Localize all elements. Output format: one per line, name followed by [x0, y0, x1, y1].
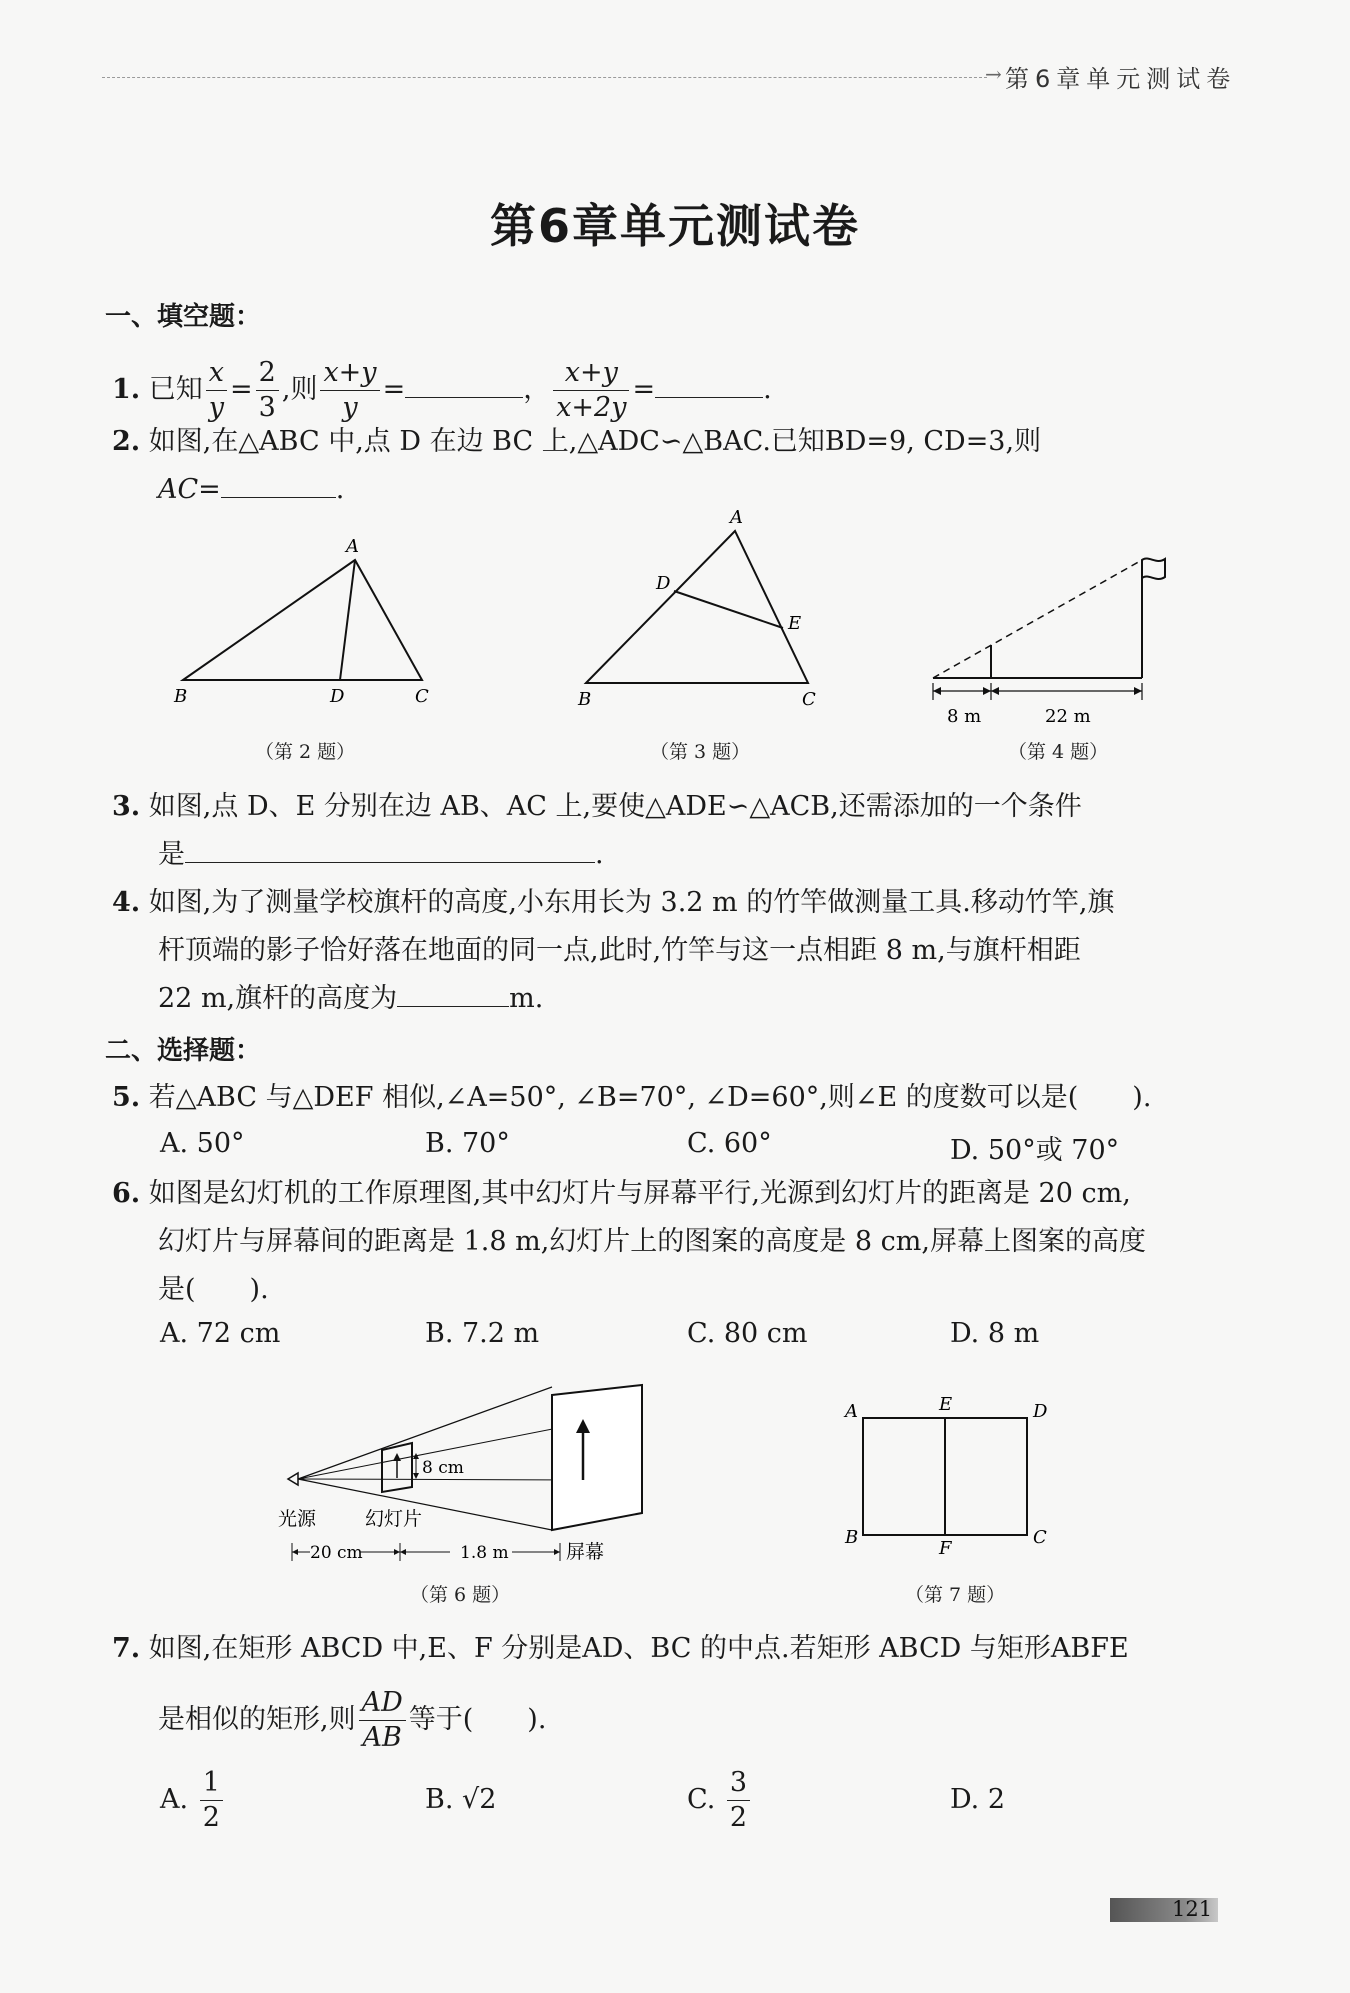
q4-line-1: 如图,为了测量学校旗杆的高度,小东用长为 3.2 m 的竹竿做测量工具.移动竹竿,旗	[148, 887, 1115, 918]
fraction-ad-over-ab: $\frac{AD}{AB}$	[359, 1686, 406, 1755]
label-D: D	[330, 686, 345, 707]
equals-sign: =	[382, 374, 406, 405]
caption-figure-2: （第 2 题）	[255, 741, 356, 763]
answer-blank[interactable]	[185, 832, 595, 863]
question-6	[112, 1170, 1131, 1218]
answer-blank[interactable]	[655, 367, 763, 398]
dim-1-8m: 1.8 m	[460, 1543, 509, 1563]
q2-ac: AC=	[158, 474, 221, 505]
answer-blank[interactable]	[397, 976, 509, 1007]
option-label: B.	[425, 1784, 454, 1815]
label-F: F	[939, 1538, 952, 1559]
question-number: 6.	[112, 1178, 141, 1209]
label-A: A	[845, 1401, 858, 1422]
question-4	[112, 879, 1114, 927]
q7-line-2-end: 等于( ).	[408, 1704, 547, 1735]
figure-6-projector	[270, 1375, 660, 1575]
fraction-2-over-3: $\frac{2}{3}$	[256, 356, 279, 425]
q1-period: .	[763, 374, 772, 405]
question-7-line-2	[158, 1680, 546, 1760]
question-number: 3.	[112, 791, 141, 822]
fraction-3-over-2: $\frac{3}{2}$	[727, 1766, 750, 1835]
label-B: B	[578, 689, 592, 710]
q4-line-3-text: 22 m,旗杆的高度为	[158, 983, 398, 1014]
section-multiple-choice: 二、选择题：	[105, 1036, 262, 1066]
q1-connector: ,则	[281, 374, 318, 405]
caption-figure-3: （第 3 题）	[650, 741, 751, 763]
dim-22m: 22 m	[1045, 706, 1091, 727]
question-7	[112, 1625, 1129, 1673]
q1-comma: ，	[523, 374, 551, 405]
q4-unit: m.	[509, 983, 544, 1014]
figure-7-rectangle	[835, 1390, 1075, 1560]
caption-figure-6: （第 6 题）	[410, 1584, 511, 1606]
page-title: 第6章单元测试卷	[489, 199, 860, 253]
dim-20cm: 20 cm	[310, 1543, 363, 1563]
label-B: B	[174, 686, 188, 707]
label-E: E	[939, 1394, 953, 1415]
label-E: E	[788, 613, 802, 634]
label-D: D	[1033, 1401, 1048, 1422]
question-number: 4.	[112, 887, 141, 918]
figure-3-triangle	[570, 505, 830, 710]
sqrt-2: √2	[462, 1784, 497, 1815]
label-C: C	[802, 689, 816, 710]
label-C: C	[415, 686, 429, 707]
option-label: C.	[687, 1784, 716, 1815]
q7-option-c[interactable]	[687, 1760, 753, 1840]
section-fill-in: 一、填空题：	[105, 302, 262, 332]
q6-option-d[interactable]: D. 8 m	[950, 1318, 1040, 1349]
q5-option-d[interactable]: D. 50°或 70°	[950, 1135, 1120, 1166]
q6-option-a[interactable]: A. 72 cm	[160, 1318, 281, 1349]
header-arrow-icon: →	[985, 62, 1002, 86]
q3-line-1: 如图,点 D、E 分别在边 AB、AC 上,要使△ADE∽△ACB,还需添加的一个条件	[148, 791, 1082, 822]
q4-line-2: 杆顶端的影子恰好落在地面的同一点,此时,竹竿与这一点相距 8 m,与旗杆相距	[158, 935, 1081, 966]
question-2-line-2	[158, 466, 344, 514]
fraction-1-over-2: $\frac{1}{2}$	[200, 1766, 223, 1835]
running-header: 第6章单元测试卷	[1005, 65, 1237, 93]
dim-8m: 8 m	[947, 706, 982, 727]
figure-4-flagpole	[925, 550, 1190, 730]
q2-period: .	[335, 474, 345, 505]
q1-prefix: 已知	[148, 374, 203, 405]
equals-sign: =	[632, 374, 656, 405]
q6-option-c[interactable]: C. 80 cm	[687, 1318, 808, 1349]
label-A: A	[730, 507, 743, 528]
q5-option-a[interactable]: A. 50°	[160, 1128, 245, 1159]
question-3-line-2	[158, 831, 604, 879]
option-label: A.	[160, 1784, 189, 1815]
question-5	[112, 1074, 1151, 1122]
label-D: D	[656, 573, 671, 594]
q6-line-2: 幻灯片与屏幕间的距离是 1.8 m,幻灯片上的图案的高度是 8 cm,屏幕上图案的高度	[158, 1226, 1146, 1257]
q5-option-c[interactable]: C. 60°	[687, 1128, 772, 1159]
page-number: 121	[1172, 1897, 1213, 1921]
question-3	[112, 783, 1082, 831]
question-number: 1.	[112, 374, 141, 405]
label-screen: 屏幕	[566, 1541, 605, 1563]
equals-sign: =	[230, 374, 253, 405]
q6-line-3: 是( ).	[158, 1274, 269, 1305]
header-rule	[102, 77, 987, 78]
fraction-xy-over-y: $\frac{x+y}{y}$	[320, 356, 379, 425]
fraction-x-over-y: $\frac{x}{y}$	[206, 356, 227, 425]
q7-option-b[interactable]	[425, 1760, 496, 1840]
label-slide: 幻灯片	[365, 1508, 423, 1530]
caption-figure-4: （第 4 题）	[1008, 741, 1109, 763]
answer-blank[interactable]	[221, 467, 336, 498]
question-2	[112, 418, 1041, 466]
q3-period: .	[595, 839, 604, 870]
label-A: A	[346, 536, 359, 557]
caption-figure-7: （第 7 题）	[905, 1584, 1006, 1606]
figure-2-triangle	[170, 530, 440, 710]
q7-option-a[interactable]	[160, 1760, 226, 1840]
question-4-line-3	[158, 975, 543, 1023]
q5-line-1: 若△ABC 与△DEF 相似,∠A=50°, ∠B=70°, ∠D=60°,则∠E 的度数可以是( ).	[148, 1082, 1152, 1113]
fraction-xy-over-x2y: $\frac{x+y}{x+2y}$	[553, 356, 629, 425]
q7-option-d[interactable]: D. 2	[950, 1784, 1006, 1815]
q7-line-1: 如图,在矩形 ABCD 中,E、F 分别是AD、BC 的中点.若矩形 ABCD 与矩形ABFE	[148, 1633, 1129, 1664]
label-light-source: 光源	[278, 1508, 317, 1530]
question-number: 7.	[112, 1633, 141, 1664]
q3-shi: 是	[158, 839, 185, 870]
q7-line-2-text: 是相似的矩形,则	[158, 1704, 356, 1735]
label-B: B	[845, 1527, 859, 1548]
question-number: 5.	[112, 1082, 141, 1113]
q5-option-b[interactable]: B. 70°	[425, 1128, 510, 1159]
dim-slide-height: 8 cm	[422, 1458, 464, 1478]
q2-line-1: 如图,在△ABC 中,点 D 在边 BC 上,△ADC∽△BAC.已知BD=9, CD=3,则	[148, 426, 1042, 457]
label-C: C	[1033, 1527, 1047, 1548]
q6-line-1: 如图是幻灯机的工作原理图,其中幻灯片与屏幕平行,光源到幻灯片的距离是 20 cm,	[148, 1178, 1131, 1209]
question-number: 2.	[112, 426, 141, 457]
q6-option-b[interactable]: B. 7.2 m	[425, 1318, 540, 1349]
answer-blank[interactable]	[405, 367, 523, 398]
